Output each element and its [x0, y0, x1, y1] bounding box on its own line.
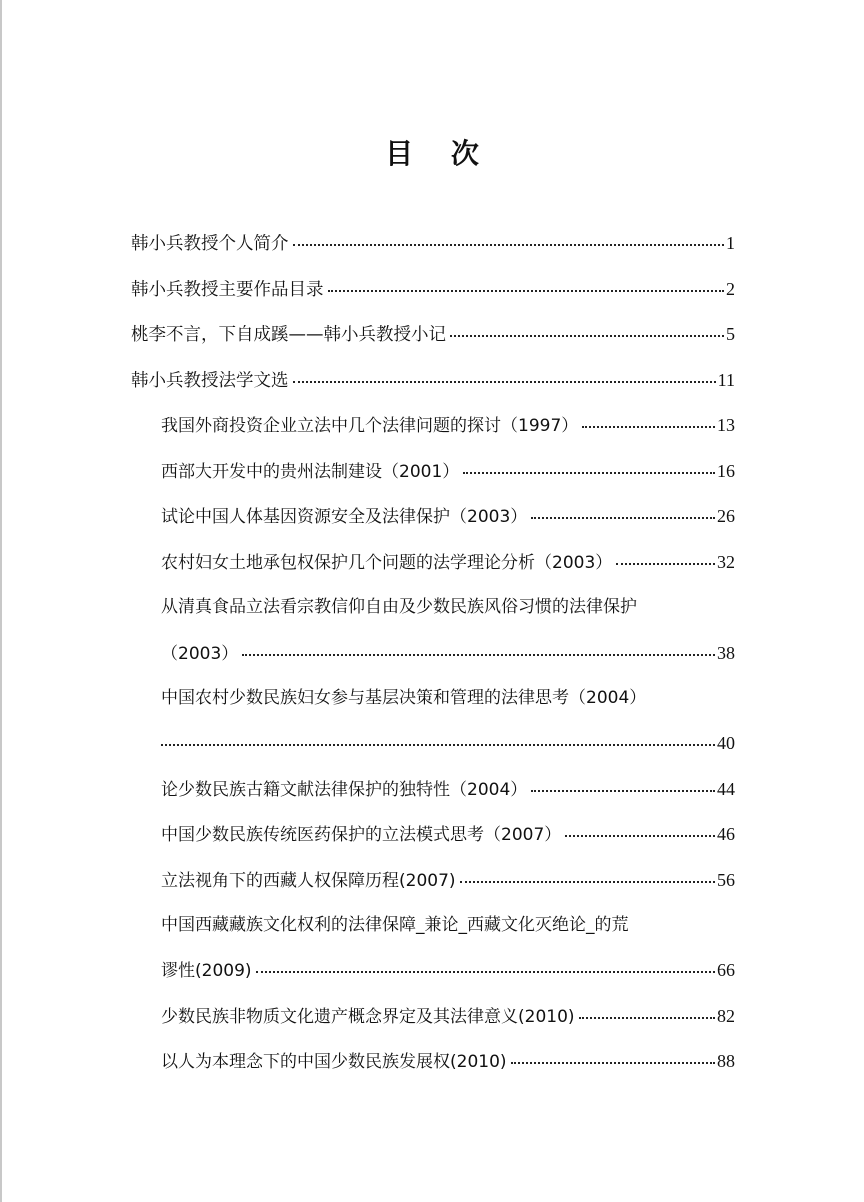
- toc-entry-paper-2007-medicine[interactable]: [161, 822, 735, 846]
- dot-leader: [161, 744, 715, 746]
- toc-entry-selected-papers[interactable]: [131, 368, 735, 392]
- page-title: 目 次: [385, 137, 493, 170]
- toc-page-number: 16: [717, 461, 735, 481]
- toc-page-number: 26: [717, 506, 735, 526]
- dot-leader: [256, 971, 715, 973]
- toc-entry-title: 中国少数民族传统医药保护的立法模式思考（2007）: [161, 825, 562, 845]
- dot-leader: [531, 517, 715, 519]
- toc-entry-paper-2010-heritage[interactable]: [161, 1004, 735, 1028]
- toc-entry-paper-2003-halal[interactable]: [161, 641, 735, 665]
- toc-page-number: 88: [717, 1051, 735, 1071]
- toc-entry-title-line1[interactable]: 从清真食品立法看宗教信仰自由及少数民族风俗习惯的法律保护: [161, 597, 637, 617]
- toc-entry-paper-2007-tibet[interactable]: [161, 868, 735, 892]
- toc-page-number: 44: [717, 779, 735, 799]
- toc-entry-paper-2003-land[interactable]: [161, 550, 735, 574]
- toc-entry-title: 桃李不言，下自成蹊——韩小兵教授小记: [131, 325, 446, 345]
- toc-entry-title-line2: 谬性(2009): [161, 961, 252, 981]
- toc-entry-works-list[interactable]: [131, 277, 735, 301]
- toc-page-number: 38: [717, 643, 735, 663]
- toc-entry-profile[interactable]: [131, 231, 735, 255]
- toc-entry-paper-2001[interactable]: [161, 459, 735, 483]
- toc-entry-title: 农村妇女土地承包权保护几个问题的法学理论分析（2003）: [161, 553, 613, 573]
- dot-leader: [293, 381, 716, 383]
- toc-entry-title: 论少数民族古籍文献法律保护的独特性（2004）: [161, 780, 528, 800]
- toc-entry-title: 立法视角下的西藏人权保障历程(2007): [161, 871, 456, 891]
- toc-entry-title: 我国外商投资企业立法中几个法律问题的探讨（1997）: [161, 416, 579, 436]
- toc-entry-title: 西部大开发中的贵州法制建设（2001）: [161, 462, 460, 482]
- dot-leader: [531, 790, 715, 792]
- toc-page-number: 2: [726, 279, 735, 299]
- toc-entry-title: 韩小兵教授个人简介: [131, 234, 289, 254]
- toc-page-number: 46: [717, 824, 735, 844]
- dot-leader: [328, 290, 725, 292]
- toc-page-number: 56: [717, 870, 735, 890]
- toc-page-number: 5: [726, 324, 735, 344]
- toc-entry-paper-2004-women[interactable]: [161, 731, 735, 755]
- dot-leader: [616, 563, 715, 565]
- toc-entry-biography[interactable]: [131, 322, 735, 346]
- toc-entry-title-line1[interactable]: 中国农村少数民族妇女参与基层决策和管理的法律思考（2004）: [161, 688, 647, 708]
- toc-entry-paper-2010-development[interactable]: [161, 1049, 735, 1073]
- toc-entry-title: 韩小兵教授主要作品目录: [131, 280, 324, 300]
- toc-page-number: 1: [726, 233, 735, 253]
- toc-page-number: 40: [717, 733, 735, 753]
- dot-leader: [242, 654, 715, 656]
- dot-leader: [463, 472, 715, 474]
- dot-leader: [293, 244, 725, 246]
- toc-entry-title: 韩小兵教授法学文选: [131, 371, 289, 391]
- toc-entry-title-line1[interactable]: 中国西藏藏族文化权利的法律保障_兼论_西藏文化灭绝论_的荒: [161, 915, 629, 935]
- toc-page-number: 13: [717, 415, 735, 435]
- toc-entry-title: 试论中国人体基因资源安全及法律保护（2003）: [161, 507, 528, 527]
- toc-page-number: 11: [717, 370, 735, 390]
- toc-entry-paper-1997[interactable]: [161, 413, 735, 437]
- toc-entry-title: 少数民族非物质文化遗产概念界定及其法律意义(2010): [161, 1007, 575, 1027]
- toc-page-number: 66: [717, 960, 735, 980]
- toc-page-number: 82: [717, 1006, 735, 1026]
- toc-entry-title-line2: （2003）: [161, 644, 239, 664]
- dot-leader: [565, 835, 715, 837]
- toc-entry-paper-2004-ancient[interactable]: [161, 777, 735, 801]
- dot-leader: [579, 1017, 715, 1019]
- dot-leader: [460, 881, 715, 883]
- dot-leader: [582, 426, 715, 428]
- toc-entry-paper-2009-culture[interactable]: [161, 958, 735, 982]
- dot-leader: [450, 335, 724, 337]
- toc-entry-title: 以人为本理念下的中国少数民族发展权(2010): [161, 1052, 507, 1072]
- toc-entry-paper-2003-gene[interactable]: [161, 504, 735, 528]
- dot-leader: [511, 1062, 715, 1064]
- toc-page-number: 32: [717, 552, 735, 572]
